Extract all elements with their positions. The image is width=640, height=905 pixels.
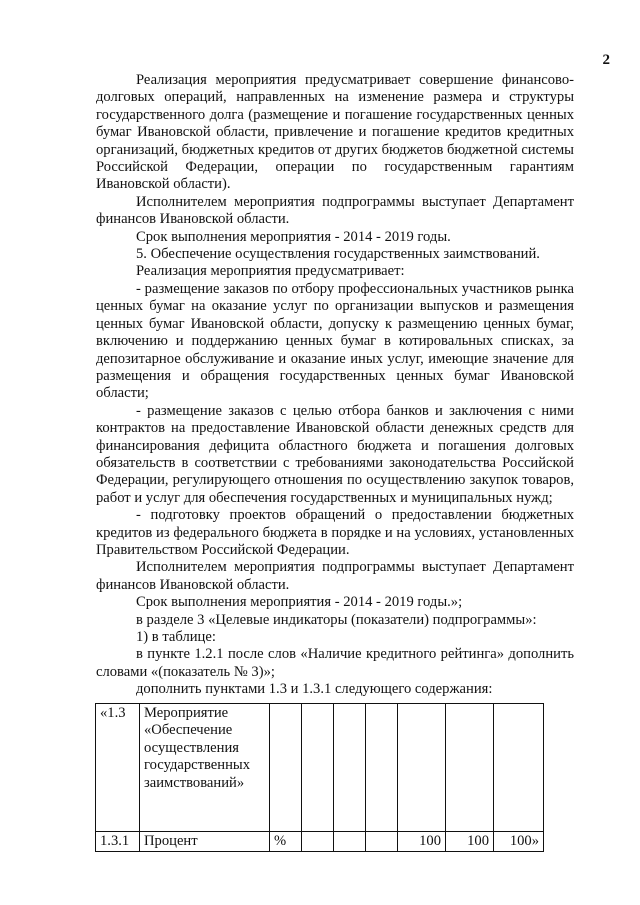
table-row	[96, 704, 544, 832]
paragraph-10: Срок выполнения мероприятия - 2014 - 2019 годы.»;	[136, 594, 463, 611]
paragraph-14: дополнить пунктами 1.3 и 1.3.1 следующего содержания:	[136, 681, 493, 698]
cell-empty	[398, 704, 446, 832]
paragraph-2: Исполнителем мероприятия подпрограммы выступает Департамент финансов Ивановской области.	[96, 193, 574, 228]
paragraph-1: Реализация мероприятия предусматривает совершение финансово-долговых операций, направленных на изменение размера и структуры государственного долга (размещение и погашение государственных ценных бумаг Ивановской области, привлечение и погашение кредитов кредитных организаций, бюджетных кредитов от других бюджетов бюджетной системы Российской Федерации, операции по государственным гарантиям Ивановской области).	[96, 72, 574, 193]
page-number: 2	[602, 52, 610, 68]
cell-empty	[302, 704, 334, 832]
paragraph-12: 1) в таблице:	[136, 629, 216, 645]
table-row	[96, 832, 544, 852]
cell-empty	[494, 704, 544, 832]
cell-row-number: 1.3.1	[96, 832, 140, 852]
cell-empty	[334, 704, 366, 832]
cell-empty	[366, 832, 398, 852]
indicators-table	[95, 703, 544, 852]
cell-value: 100»	[494, 832, 544, 852]
cell-row-number: «1.3	[96, 704, 140, 832]
paragraph-7: - размещение заказов с целью отбора банков и заключения с ними контрактов на предоставление Ивановской области денежных средств для финансирования дефицита областного бюджета и погашения долговых обязательств в соответствии с требованиями законодательства Российской Федерации, регулирующего отношения по осуществлению закупок товаров, работ и услуг для обеспечения государственных и муниципальных нужд;	[96, 402, 574, 506]
document-body	[96, 72, 574, 699]
cell-value: 100	[398, 832, 446, 852]
paragraph-5: Реализация мероприятия предусматривает:	[136, 263, 405, 280]
cell-empty	[302, 832, 334, 852]
cell-empty	[270, 704, 302, 832]
paragraph-13: в пункте 1.2.1 после слов «Наличие кредитного рейтинга» дополнить словами «(показатель № 3)»;	[96, 646, 574, 680]
cell-empty	[366, 704, 398, 832]
paragraph-3: Срок выполнения мероприятия - 2014 - 2019 годы.	[136, 228, 451, 245]
cell-unit: %	[270, 832, 302, 852]
cell-indicator-name: Мероприятие «Обеспечение осуществления государственных заимствований»	[140, 704, 270, 832]
cell-value: 100	[446, 832, 494, 852]
paragraph-4: 5. Обеспечение осуществления государственных заимствований.	[136, 246, 540, 263]
paragraph-11: в разделе 3 «Целевые индикаторы (показатели) подпрограммы»:	[136, 611, 537, 628]
cell-empty	[446, 704, 494, 832]
paragraph-6: - размещение заказов по отбору профессиональных участников рынка ценных бумаг на оказание услуг по организации выпусков и размещения ценных бумаг Ивановской области, допуску к размещению ценных бумаг, включению и поддержанию ценных бумаг в котировальных списках, за депозитарное обслуживание и оказание иных услуг, имеющие значение для размещения и обращения государственных ценных бумаг Ивановской области;	[96, 280, 574, 402]
cell-empty	[334, 832, 366, 852]
paragraph-8: - подготовку проектов обращений о предоставлении бюджетных кредитов из федерального бюджета в порядке и на условиях, установленных Правительством Российской Федерации.	[96, 507, 574, 558]
paragraph-9: Исполнителем мероприятия подпрограммы выступает Департамент финансов Ивановской области.	[96, 559, 574, 593]
cell-indicator-name: Процент	[140, 832, 270, 852]
